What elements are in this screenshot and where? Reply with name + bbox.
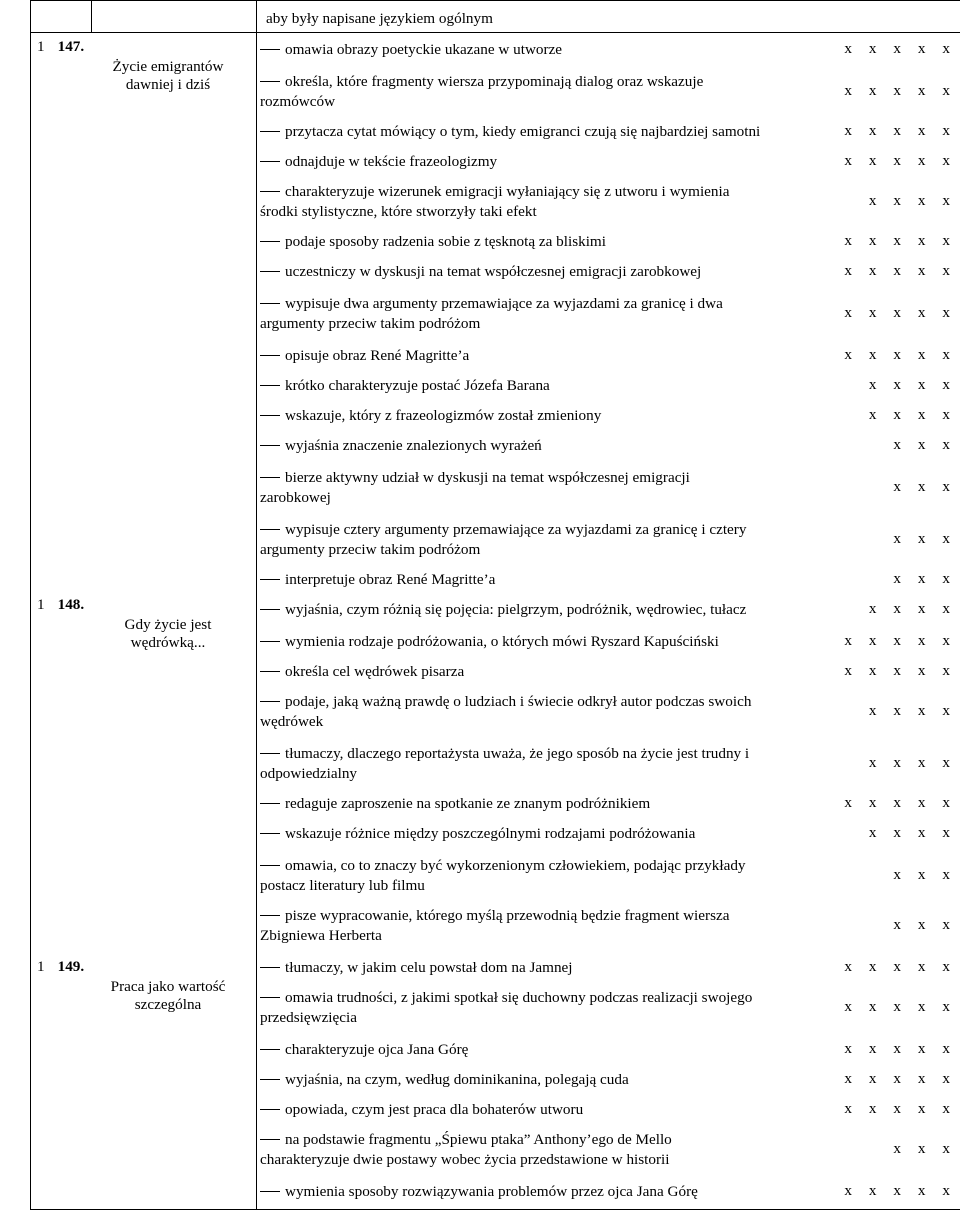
requirement-item	[260, 958, 828, 978]
requirement-item	[260, 294, 828, 334]
grade-mark: x	[868, 232, 877, 249]
grade-marks	[820, 376, 950, 394]
requirement-item	[260, 232, 828, 252]
grade-mark: x	[917, 1070, 926, 1087]
grade-marks	[820, 600, 950, 618]
grade-mark: x	[893, 662, 901, 679]
bullet-dash	[260, 753, 280, 754]
grade-mark: x	[868, 376, 877, 393]
grade-mark: x	[942, 122, 950, 139]
grade-mark: x	[893, 1140, 901, 1157]
bullet-dash	[260, 477, 280, 478]
grade-mark: x	[917, 958, 926, 975]
grade-mark: x	[868, 122, 877, 139]
grade-marks	[820, 702, 950, 720]
grade-mark: x	[844, 346, 852, 363]
grade-mark: x	[917, 824, 926, 841]
grade-mark: x	[893, 754, 901, 771]
grade-mark: x	[868, 1040, 877, 1057]
grade-mark: x	[868, 346, 877, 363]
grade-mark: x	[917, 1040, 926, 1057]
grade-mark: x	[893, 122, 901, 139]
grade-marks	[820, 1182, 950, 1200]
grade-mark: x	[844, 958, 852, 975]
grade-mark: x	[893, 478, 901, 495]
grade-marks	[820, 82, 950, 100]
grade-mark: x	[868, 406, 877, 423]
grade-mark: x	[942, 152, 950, 169]
requirement-text: na podstawie fragmentu „Śpiewu ptaka” Anthony’ego de Mello charakteryzuje dwie postawy wobec życia przedstawione w historii	[260, 1131, 672, 1168]
grade-mark: x	[868, 958, 877, 975]
grade-mark: x	[942, 304, 950, 321]
grade-mark: x	[844, 304, 852, 321]
requirement-item	[260, 122, 828, 142]
grade-mark: x	[942, 916, 950, 933]
bullet-dash	[260, 609, 280, 610]
bullet-dash	[260, 445, 280, 446]
grade-marks	[820, 1100, 950, 1118]
requirement-text: tłumaczy, w jakim celu powstał dom na Jamnej	[285, 959, 573, 976]
grade-marks	[820, 1040, 950, 1058]
grade-mark: x	[844, 232, 852, 249]
grade-mark: x	[844, 40, 852, 57]
grade-mark: x	[917, 530, 926, 547]
grade-mark: x	[917, 998, 926, 1015]
requirement-item	[260, 988, 828, 1028]
grade-mark: x	[917, 232, 926, 249]
grade-marks	[820, 262, 950, 280]
grade-mark: x	[942, 376, 950, 393]
grade-mark: x	[893, 600, 901, 617]
requirement-item	[260, 376, 828, 396]
grade-marks	[820, 232, 950, 250]
table-border-left	[30, 0, 31, 1210]
requirement-item	[260, 406, 828, 426]
lesson-number	[37, 38, 84, 56]
requirement-item	[260, 1100, 828, 1120]
grade-mark: x	[868, 40, 877, 57]
bullet-dash	[260, 81, 280, 82]
bullet-dash	[260, 579, 280, 580]
grade-mark: x	[844, 152, 852, 169]
grade-mark: x	[917, 1100, 926, 1117]
grade-mark: x	[917, 794, 926, 811]
grade-mark: x	[844, 794, 852, 811]
bullet-dash	[260, 161, 280, 162]
grade-mark: x	[942, 232, 950, 249]
requirement-item	[260, 1182, 828, 1202]
grade-mark: x	[893, 82, 901, 99]
grade-mark: x	[868, 702, 877, 719]
grade-mark: x	[844, 82, 852, 99]
grade-mark: x	[893, 530, 901, 547]
grade-mark: x	[942, 824, 950, 841]
grade-mark: x	[942, 1100, 950, 1117]
grade-mark: x	[942, 958, 950, 975]
requirement-text: interpretuje obraz René Magritte’a	[285, 571, 496, 588]
requirement-text: wymienia rodzaje podróżowania, o których mówi Ryszard Kapuściński	[285, 633, 719, 650]
requirement-text: wskazuje różnice między poszczególnymi rodzajami podróżowania	[285, 825, 696, 842]
grade-mark: x	[942, 1040, 950, 1057]
requirement-text: tłumaczy, dlaczego reportażysta uważa, że jego sposób na życie jest trudny i odpowiedzialny	[260, 745, 750, 782]
grade-mark: x	[893, 702, 901, 719]
grade-mark: x	[942, 478, 950, 495]
grade-mark: x	[893, 304, 901, 321]
lesson-title: Praca jako wartość szczególna	[110, 978, 226, 1013]
grade-mark: x	[942, 600, 950, 617]
bullet-dash	[260, 1139, 280, 1140]
lesson-prefix: 1	[37, 596, 45, 613]
requirement-text: bierze aktywny udział w dyskusji na temat współczesnej emigracji zarobkowej	[260, 469, 690, 506]
grade-mark: x	[893, 570, 901, 587]
requirement-text: określa, które fragmenty wiersza przypominają dialog oraz wskazuje rozmówców	[260, 73, 704, 110]
grade-mark: x	[917, 192, 926, 209]
bullet-dash	[260, 1049, 280, 1050]
requirement-item	[260, 692, 828, 732]
grade-mark: x	[917, 600, 926, 617]
grade-marks	[820, 570, 950, 588]
requirement-text: wyjaśnia, czym różnią się pojęcia: pielgrzym, podróżnik, wędrowiec, tułacz	[285, 601, 747, 618]
grade-mark: x	[917, 662, 926, 679]
requirement-item	[260, 262, 828, 282]
bullet-dash	[260, 131, 280, 132]
requirement-text: opowiada, czym jest praca dla bohaterów utworu	[285, 1101, 584, 1118]
lesson-number-value: 149.	[57, 958, 85, 975]
lesson-number	[37, 958, 84, 976]
requirement-text: redaguje zaproszenie na spotkanie ze znanym podróżnikiem	[285, 795, 651, 812]
grade-mark: x	[868, 82, 877, 99]
grade-mark: x	[893, 436, 901, 453]
requirement-text: omawia trudności, z jakimi spotkał się duchowny podczas realizacji swojego przedsięwzięcia	[260, 989, 753, 1026]
requirement-item	[260, 346, 828, 366]
grade-mark: x	[942, 662, 950, 679]
grade-mark: x	[868, 632, 877, 649]
bullet-dash	[260, 303, 280, 304]
grade-mark: x	[868, 1100, 877, 1117]
grade-mark: x	[917, 866, 926, 883]
requirement-item	[260, 1130, 828, 1170]
requirement-text: pisze wypracowanie, którego myślą przewodnią będzie fragment wiersza Zbigniewa Herberta	[260, 907, 730, 944]
grade-marks	[820, 916, 950, 934]
grade-mark: x	[893, 1040, 901, 1057]
grade-marks	[820, 40, 950, 58]
requirement-text: krótko charakteryzuje postać Józefa Barana	[285, 377, 550, 394]
grade-marks	[820, 304, 950, 322]
grade-mark: x	[868, 304, 877, 321]
grade-mark: x	[893, 406, 901, 423]
bullet-dash	[260, 967, 280, 968]
grade-mark: x	[942, 1140, 950, 1157]
bullet-dash	[260, 803, 280, 804]
requirement-text: wskazuje, który z frazeologizmów został zmieniony	[285, 407, 602, 424]
grade-mark: x	[942, 82, 950, 99]
requirement-item	[260, 856, 828, 896]
grade-mark: x	[844, 662, 852, 679]
grade-marks	[820, 346, 950, 364]
grade-mark: x	[868, 824, 877, 841]
grade-mark: x	[868, 1182, 877, 1199]
grade-mark: x	[942, 530, 950, 547]
grade-mark: x	[893, 632, 901, 649]
grade-marks	[820, 406, 950, 424]
grade-mark: x	[868, 152, 877, 169]
grade-marks	[820, 998, 950, 1016]
requirement-item	[260, 40, 828, 60]
grade-mark: x	[917, 916, 926, 933]
grade-mark: x	[893, 1070, 901, 1087]
requirement-item	[260, 1070, 828, 1090]
requirement-item	[260, 520, 828, 560]
grade-marks	[820, 1070, 950, 1088]
requirement-item	[260, 906, 828, 946]
grade-mark: x	[942, 632, 950, 649]
bullet-dash	[260, 355, 280, 356]
requirement-item	[260, 182, 828, 222]
grade-mark: x	[942, 1070, 950, 1087]
lesson-title: Gdy życie jest wędrówką...	[124, 616, 212, 651]
requirement-item	[260, 794, 828, 814]
grade-marks	[820, 436, 950, 454]
table-border-lesson-right	[256, 0, 257, 1210]
lesson-title: Życie emigrantów dawniej i dziś	[112, 58, 224, 93]
grade-mark: x	[893, 998, 901, 1015]
requirement-item	[260, 744, 828, 784]
requirement-item	[260, 632, 828, 652]
grade-mark: x	[893, 866, 901, 883]
grade-mark: x	[917, 122, 926, 139]
bullet-dash	[260, 671, 280, 672]
grade-marks	[820, 958, 950, 976]
requirement-text: wypisuje dwa argumenty przemawiające za wyjazdami za granicę i dwa argumenty przeciw takim podróżom	[260, 295, 723, 332]
grade-mark: x	[917, 406, 926, 423]
grade-mark: x	[844, 262, 852, 279]
bullet-dash	[260, 415, 280, 416]
bullet-dash	[260, 641, 280, 642]
requirement-text: omawia obrazy poetyckie ukazane w utworze	[285, 41, 563, 58]
bullet-dash	[260, 385, 280, 386]
grade-mark: x	[917, 436, 926, 453]
lesson-number	[37, 596, 84, 614]
bullet-dash	[260, 833, 280, 834]
table-header-separator	[30, 32, 960, 33]
bullet-dash	[260, 1079, 280, 1080]
grade-mark: x	[868, 1070, 877, 1087]
grade-mark: x	[942, 40, 950, 57]
grade-mark: x	[917, 632, 926, 649]
header-text: aby były napisane językiem ogólnym	[266, 10, 493, 27]
grade-marks	[820, 192, 950, 210]
requirement-text: opisuje obraz René Magritte’a	[285, 347, 470, 364]
grade-mark: x	[893, 958, 901, 975]
bullet-dash	[260, 997, 280, 998]
grade-mark: x	[942, 754, 950, 771]
grade-mark: x	[844, 1182, 852, 1199]
grade-mark: x	[942, 192, 950, 209]
requirement-item	[260, 468, 828, 508]
grade-mark: x	[942, 346, 950, 363]
grade-mark: x	[868, 754, 877, 771]
grade-mark: x	[942, 406, 950, 423]
requirement-text: omawia, co to znaczy być wykorzenionym człowiekiem, podając przykłady postacz literatury lub filmu	[260, 857, 746, 894]
requirement-item	[260, 662, 828, 682]
bullet-dash	[260, 191, 280, 192]
grade-marks	[820, 754, 950, 772]
grade-mark: x	[917, 570, 926, 587]
grade-mark: x	[893, 192, 901, 209]
bullet-dash	[260, 241, 280, 242]
table-border-number-divider	[91, 0, 92, 32]
bullet-dash	[260, 1109, 280, 1110]
grade-mark: x	[917, 478, 926, 495]
requirement-text: wyjaśnia, na czym, według dominikanina, polegają cuda	[285, 1071, 629, 1088]
grade-mark: x	[868, 600, 877, 617]
grade-mark: x	[942, 262, 950, 279]
requirement-item	[260, 1040, 828, 1060]
grade-mark: x	[893, 346, 901, 363]
grade-mark: x	[893, 152, 901, 169]
requirement-text: podaje sposoby radzenia sobie z tęsknotą za bliskimi	[285, 233, 606, 250]
requirement-text: uczestniczy w dyskusji na temat współczesnej emigracji zarobkowej	[285, 263, 702, 280]
requirement-text: charakteryzuje wizerunek emigracji wyłaniający się z utworu i wymienia środki stylistyczne, które stworzyły taki efekt	[260, 183, 730, 220]
requirement-text: wypisuje cztery argumenty przemawiające za wyjazdami za granicę i cztery argumenty przeciw takim podróżom	[260, 521, 747, 558]
grade-mark: x	[917, 702, 926, 719]
bullet-dash	[260, 271, 280, 272]
requirement-text: określa cel wędrówek pisarza	[285, 663, 465, 680]
lesson-number-value: 147.	[57, 38, 85, 55]
grade-marks	[820, 478, 950, 496]
requirement-text: wyjaśnia znaczenie znalezionych wyrażeń	[285, 437, 542, 454]
grade-mark: x	[893, 232, 901, 249]
grade-mark: x	[942, 998, 950, 1015]
bullet-dash	[260, 701, 280, 702]
grade-mark: x	[917, 1140, 926, 1157]
grade-mark: x	[893, 1182, 901, 1199]
grade-mark: x	[844, 1070, 852, 1087]
requirement-text: podaje, jaką ważną prawdę o ludziach i świecie odkrył autor podczas swoich wędrówek	[260, 693, 752, 730]
grade-marks	[820, 632, 950, 650]
lesson-number-value: 148.	[57, 596, 85, 613]
grade-mark: x	[917, 262, 926, 279]
grade-mark: x	[917, 1182, 926, 1199]
grade-mark: x	[868, 192, 877, 209]
lesson-prefix: 1	[37, 38, 45, 55]
grade-mark: x	[893, 40, 901, 57]
requirement-item	[260, 600, 828, 620]
grade-marks	[820, 662, 950, 680]
requirement-text: przytacza cytat mówiący o tym, kiedy emigranci czują się najbardziej samotni	[285, 123, 761, 140]
grade-mark: x	[844, 632, 852, 649]
grade-mark: x	[942, 866, 950, 883]
grade-mark: x	[893, 824, 901, 841]
grade-mark: x	[917, 152, 926, 169]
grade-mark: x	[844, 998, 852, 1015]
grade-mark: x	[942, 1182, 950, 1199]
grade-mark: x	[893, 794, 901, 811]
requirement-item	[260, 436, 828, 456]
table-border-top	[30, 0, 960, 1]
grade-marks	[820, 824, 950, 842]
bullet-dash	[260, 49, 280, 50]
grade-marks	[820, 866, 950, 884]
requirement-item	[260, 72, 828, 112]
grade-mark: x	[917, 40, 926, 57]
grade-marks	[820, 1140, 950, 1158]
grade-mark: x	[917, 376, 926, 393]
grade-mark: x	[942, 702, 950, 719]
requirement-text: odnajduje w tekście frazeologizmy	[285, 153, 498, 170]
grade-mark: x	[844, 1100, 852, 1117]
grade-mark: x	[844, 1040, 852, 1057]
grade-mark: x	[868, 998, 877, 1015]
bullet-dash	[260, 865, 280, 866]
requirement-item	[260, 570, 828, 590]
grade-mark: x	[917, 304, 926, 321]
grade-mark: x	[942, 570, 950, 587]
grade-mark: x	[917, 346, 926, 363]
grade-marks	[820, 122, 950, 140]
grade-marks	[820, 530, 950, 548]
bullet-dash	[260, 529, 280, 530]
grade-marks	[820, 152, 950, 170]
grade-mark: x	[917, 82, 926, 99]
grade-mark: x	[868, 262, 877, 279]
grade-mark: x	[893, 376, 901, 393]
grade-mark: x	[893, 916, 901, 933]
grade-mark: x	[917, 754, 926, 771]
grade-marks	[820, 794, 950, 812]
grade-mark: x	[942, 436, 950, 453]
requirement-text: wymienia sposoby rozwiązywania problemów przez ojca Jana Górę	[285, 1183, 698, 1200]
bullet-dash	[260, 1191, 280, 1192]
requirement-item	[260, 152, 828, 172]
bullet-dash	[260, 915, 280, 916]
lesson-prefix: 1	[37, 958, 45, 975]
grade-mark: x	[893, 262, 901, 279]
grade-mark: x	[868, 794, 877, 811]
grade-mark: x	[868, 662, 877, 679]
requirement-item	[260, 824, 828, 844]
grade-mark: x	[844, 122, 852, 139]
grade-mark: x	[942, 794, 950, 811]
requirement-text: charakteryzuje ojca Jana Górę	[285, 1041, 469, 1058]
grade-mark: x	[893, 1100, 901, 1117]
